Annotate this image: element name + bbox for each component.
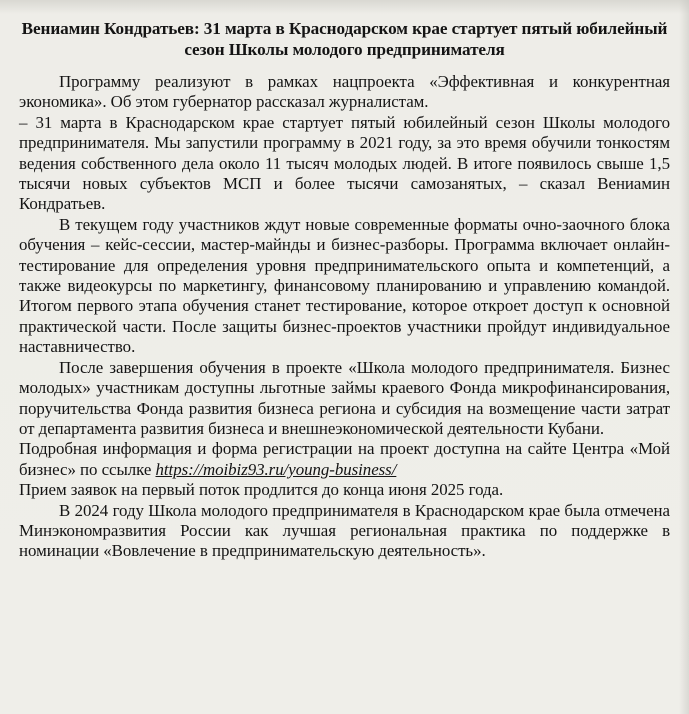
- article-paragraph-registration: [19, 439, 670, 480]
- article-paragraph-support: После завершения обучения в проекте «Школа молодого предпринимателя. Бизнес молодых» участникам доступны льготные займы краевого Фонда микрофинансирования, поручительства Фонда развития бизнеса региона и субсидия на возмещение части затрат от департамента развития бизнеса и внешнеэкономической деятельности Кубани.: [19, 357, 670, 438]
- registration-text: Подробная информация и форма регистрации на проект доступна на сайте Центра «Мой бизнес» по ссылке: [19, 439, 670, 479]
- article: [19, 18, 670, 562]
- article-paragraph-formats: В текущем году участников ждут новые современные форматы очно-заочного блока обучения – кейс-сессии, мастер-майнды и бизнес-разборы. Программа включает онлайн-тестирование для определения уровня предпринимательского опыта и компетенций, а также видеокурсы по маркетингу, финансовому планированию и управлению командой. Итогом первого этапа обучения станет тестирование, которое откроет доступ к основной практической части. После защиты бизнес-проектов участники пройдут индивидуальное наставничество.: [19, 214, 670, 357]
- article-headline: Вениамин Кондратьев: 31 марта в Краснодарском крае стартует пятый юбилейный сезон Школы молодого предпринимателя: [21, 19, 668, 59]
- article-paragraph-award: В 2024 году Школа молодого предпринимателя в Краснодарском крае была отмечена Минэкономразвития России как лучшая региональная практика по поддержке в номинации «Вовлечение в предпринимательскую деятельность».: [19, 500, 670, 561]
- article-paragraph-quote: – 31 марта в Краснодарском крае стартует пятый юбилейный сезон Школы молодого предпринимателя. Мы запустили программу в 2021 году, за это время обучили тонкостям ведения собственного дела около 11 тысяч молодых людей. В итоге появилось свыше 1,5 тысячи новых субъектов МСП и более тысячи самозанятых, – сказал Вениамин Кондратьев.: [19, 112, 670, 214]
- article-paragraph-deadline: Прием заявок на первый поток продлится до конца июня 2025 года.: [19, 480, 504, 500]
- registration-link[interactable]: https://moibiz93.ru/young-business/: [155, 459, 397, 479]
- scan-edge-shadow: [679, 0, 689, 714]
- article-paragraph-intro: Программу реализуют в рамках нацпроекта «Эффективная и конкурентная экономика». Об этом губернатор рассказал журналистам.: [19, 72, 670, 112]
